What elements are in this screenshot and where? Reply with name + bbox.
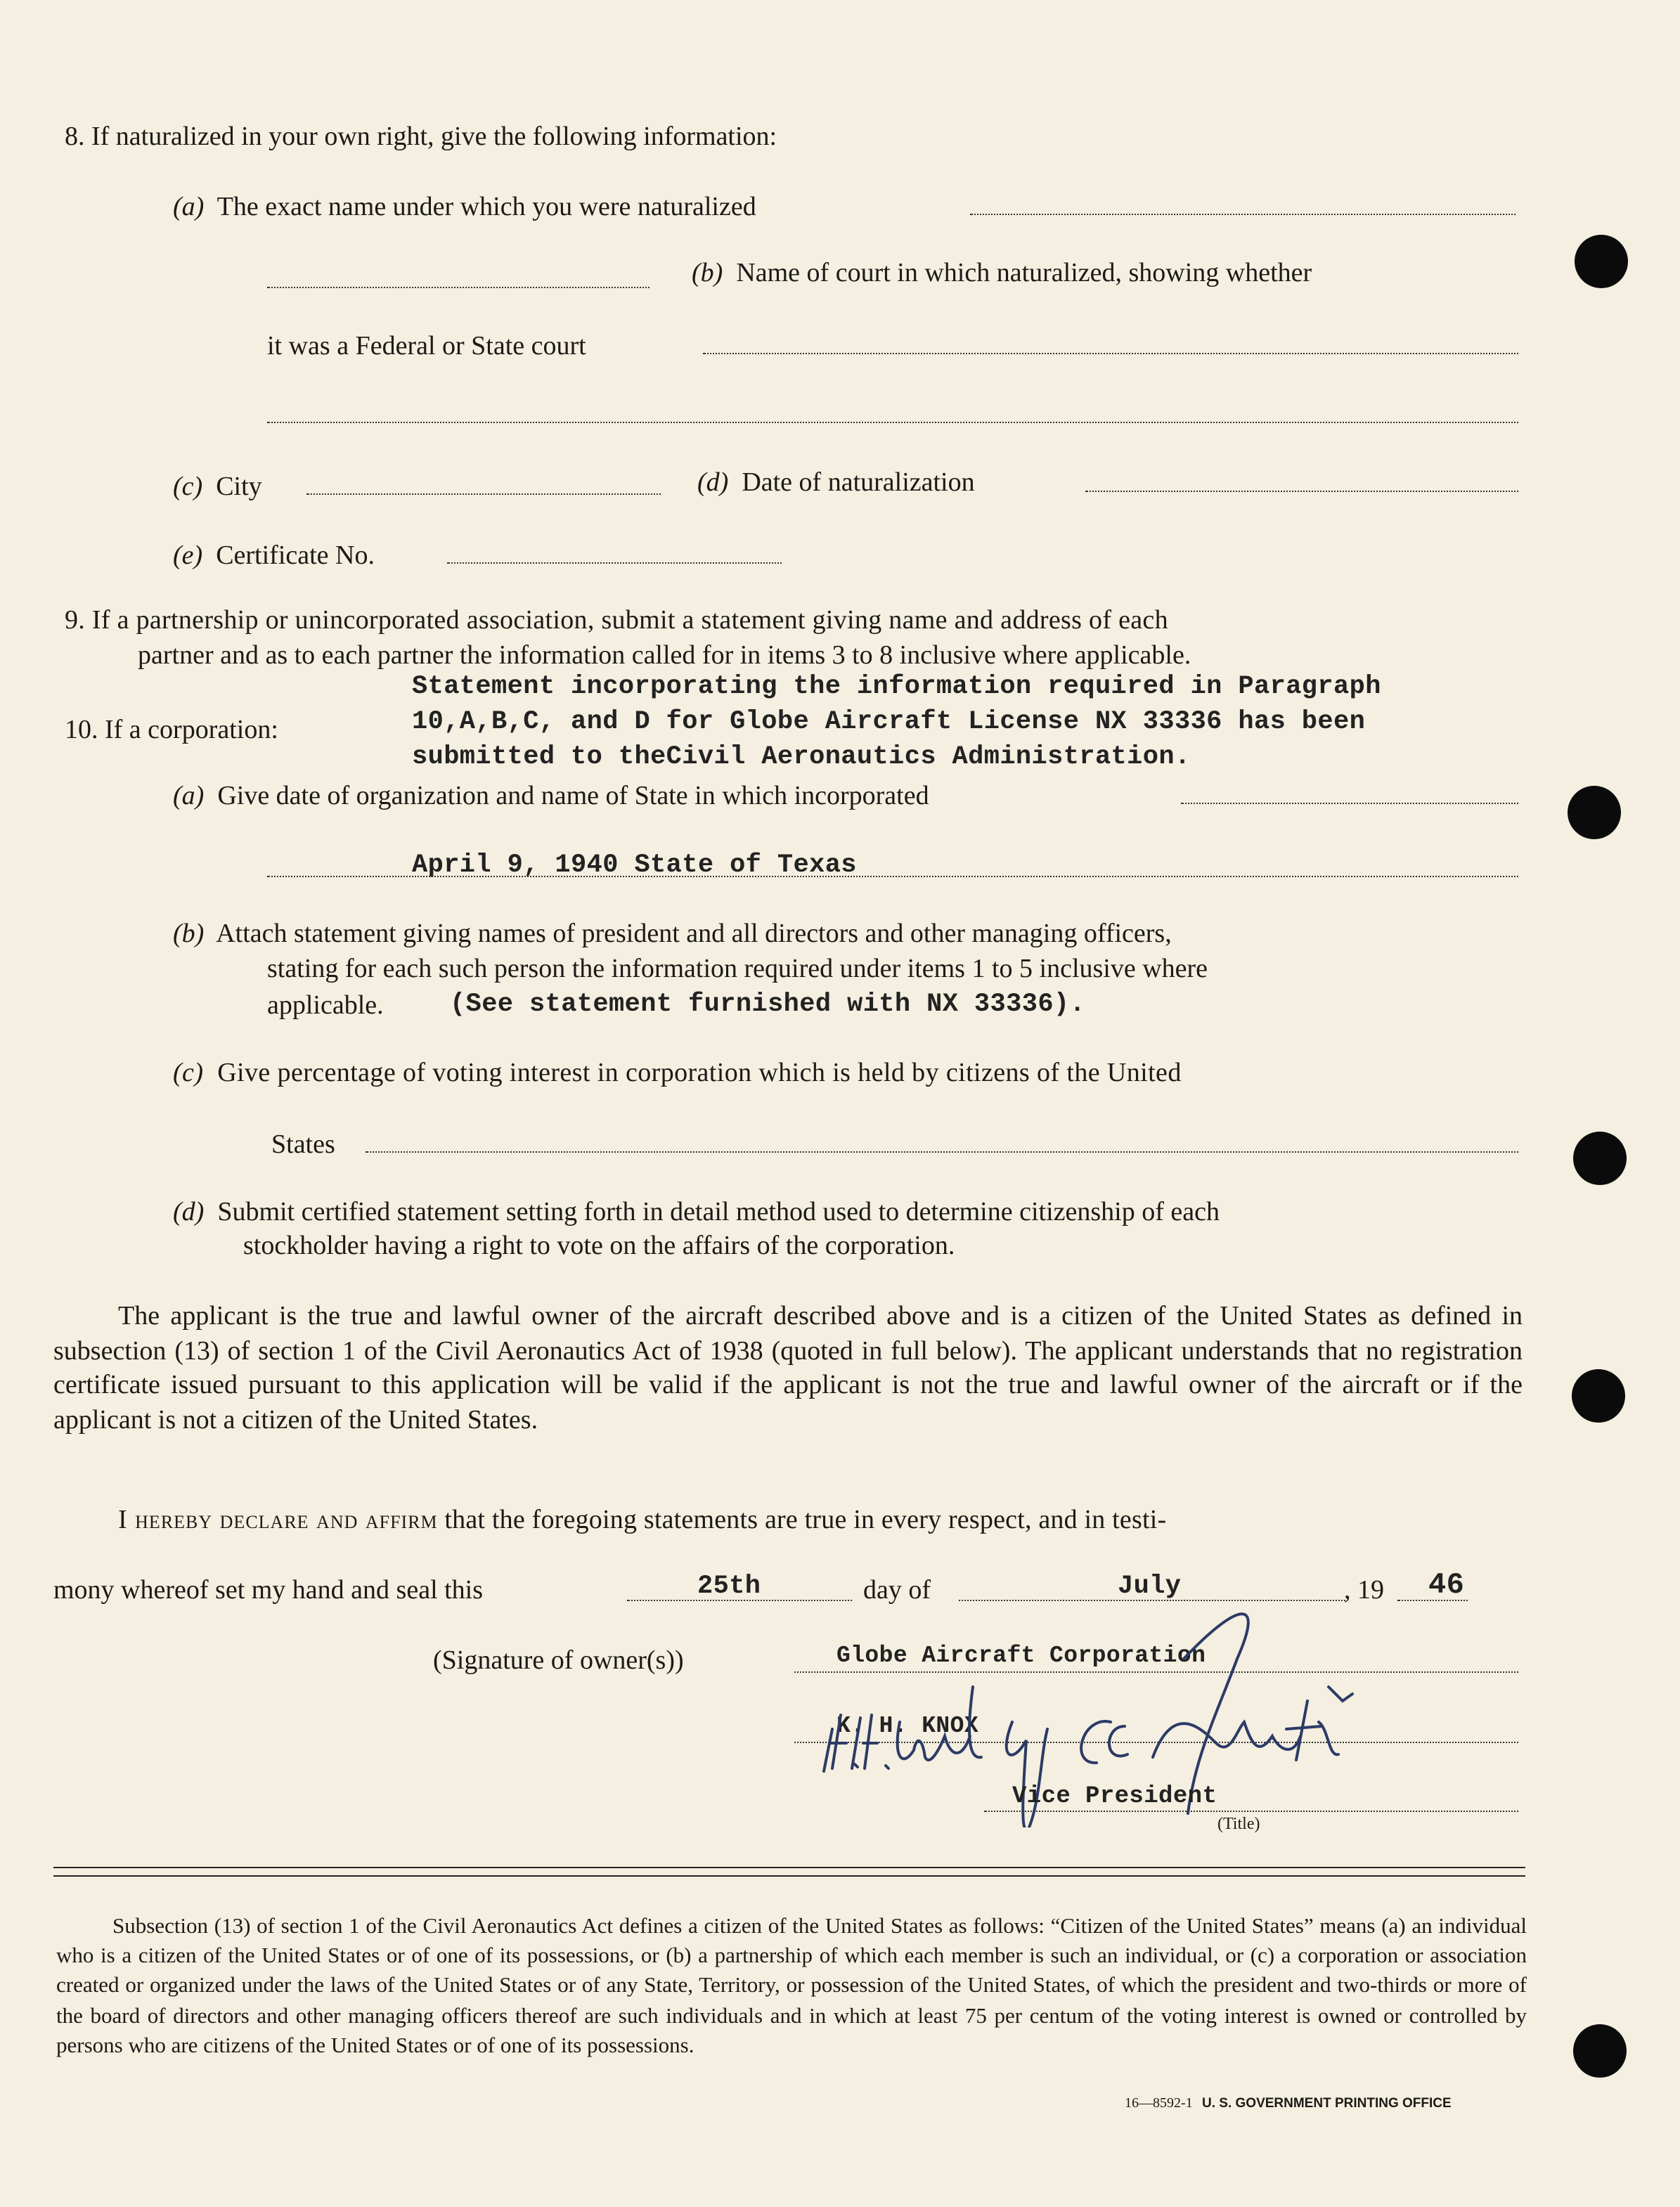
divider — [53, 1867, 1525, 1868]
item-8d: (d) Date of naturalization — [697, 468, 975, 498]
court-field-cont[interactable] — [267, 422, 1518, 423]
ownership-paragraph: The applicant is the true and lawful owner of the aircraft described above and is a citizen of the United States as defined in subsection (13) of section 1 of the Civil Aeronautics Act of 1938 (quoted in full below). The applicant understands that no registration certificate issued pursuant to this application will be valid if the applicant is not the true and lawful owner of the aircraft or if the applicant is not a citizen of the United States. — [53, 1302, 1523, 1435]
naturalization-date-field[interactable] — [1085, 491, 1518, 492]
item-9-line1: 9. If a partnership or unincorporated association, submit a statement giving name and address of each — [65, 606, 1168, 635]
typed-note-line: Statement incorporating the information required in Paragraph — [412, 672, 1381, 701]
item-10a: (a) Give date of organization and name of State in which incorporated — [173, 782, 929, 811]
item-8b: (b) Name of court in which naturalized, showing whether — [692, 259, 1312, 288]
item-10b-line2: stating for each such person the information required under items 1 to 5 inclusive where — [267, 954, 1208, 984]
item-8c: (c) City — [173, 472, 262, 502]
court-field[interactable] — [703, 353, 1518, 354]
title-value: Vice President — [1012, 1784, 1217, 1811]
signature-label: (Signature of owner(s)) — [433, 1646, 684, 1676]
year-value: 46 — [1428, 1570, 1465, 1603]
month-value: July — [1118, 1572, 1182, 1601]
punch-hole — [1568, 786, 1621, 839]
item-10b-typed: (See statement furnished with NX 33336). — [450, 990, 1086, 1019]
printer-imprint: U. S. GOVERNMENT PRINTING OFFICE — [1202, 2096, 1452, 2111]
citizen-definition: Subsection (13) of section 1 of the Civil Aeronautics Act defines a citizen of the United States as follows: “Citizen of the United States” means (a) an individual who is a citizen of the United States or of one of its possessions, or (b) a partnership of which each member is such an individual, or (c) a corporation or association created or organized under the laws of the United States or of any State, Territory, or possession of the United States, of which the president and two-thirds or more of the board of directors and other managing officers thereof are such individuals and in which at least 75 per centum of the voting interest is owned or controlled by persons who are citizens of the United States or of one of its possessions. — [56, 1915, 1527, 2058]
typed-note-line: submitted to theCivil Aeronautics Administration. — [412, 742, 1191, 772]
item-10c-line2: States — [271, 1130, 335, 1160]
punch-hole — [1573, 2024, 1627, 2078]
incorporation-field-cont[interactable] — [267, 876, 1518, 877]
naturalized-name-field-cont[interactable] — [267, 287, 650, 288]
declaration-line2-label: mony whereof set my hand and seal this — [53, 1576, 484, 1605]
naturalized-name-field[interactable] — [970, 214, 1516, 215]
item-8a: (a) The exact name under which you were naturalized — [173, 193, 756, 222]
typed-note-line: 10,A,B,C, and D for Globe Aircraft License NX 33336 has been — [412, 707, 1366, 737]
day-value: 25th — [697, 1572, 761, 1601]
signer-name: K. H. KNOX — [836, 1712, 979, 1739]
item-8-label: 8. If naturalized in your own right, give the following information: — [65, 122, 777, 152]
incorporation-typed-value: April 9, 1940 State of Texas — [412, 850, 857, 880]
item-8b-cont: it was a Federal or State court — [267, 332, 586, 361]
item-10d-line2: stockholder having a right to vote on the affairs of the corporation. — [243, 1231, 955, 1261]
company-name: Globe Aircraft Corporation — [836, 1642, 1206, 1669]
title-label: (Title) — [1217, 1813, 1260, 1833]
punch-hole — [1572, 1369, 1625, 1423]
century-label: , 19 — [1344, 1576, 1384, 1605]
item-8e: (e) Certificate No. — [173, 541, 375, 571]
item-10b: (b) Attach statement giving names of president and all directors and other managing officers, — [173, 919, 1172, 949]
item-10c: (c) Give percentage of voting interest in corporation which is held by citizens of the United — [173, 1059, 1182, 1088]
punch-hole — [1575, 235, 1628, 288]
item-10d: (d) Submit certified statement setting forth in detail method used to determine citizenship of each — [173, 1198, 1220, 1227]
item-10-label: 10. If a corporation: — [65, 716, 278, 745]
day-of-label: day of — [863, 1576, 931, 1605]
divider — [53, 1875, 1525, 1877]
punch-hole — [1573, 1132, 1627, 1185]
item-9-line2: partner and as to each partner the information called for in items 3 to 8 inclusive where applicable. — [138, 641, 1191, 671]
certificate-field[interactable] — [447, 562, 782, 564]
item-10b-line3: applicable. — [267, 991, 384, 1021]
form-number: 16—8592-1 — [1125, 2096, 1193, 2111]
voting-interest-field[interactable] — [366, 1151, 1518, 1153]
title-field[interactable] — [984, 1811, 1518, 1812]
incorporation-field[interactable] — [1181, 803, 1518, 804]
declaration-line1: I hereby declare and affirm that the foregoing statements are true in every respect, and in testi- — [118, 1506, 1167, 1535]
city-field[interactable] — [306, 493, 661, 495]
